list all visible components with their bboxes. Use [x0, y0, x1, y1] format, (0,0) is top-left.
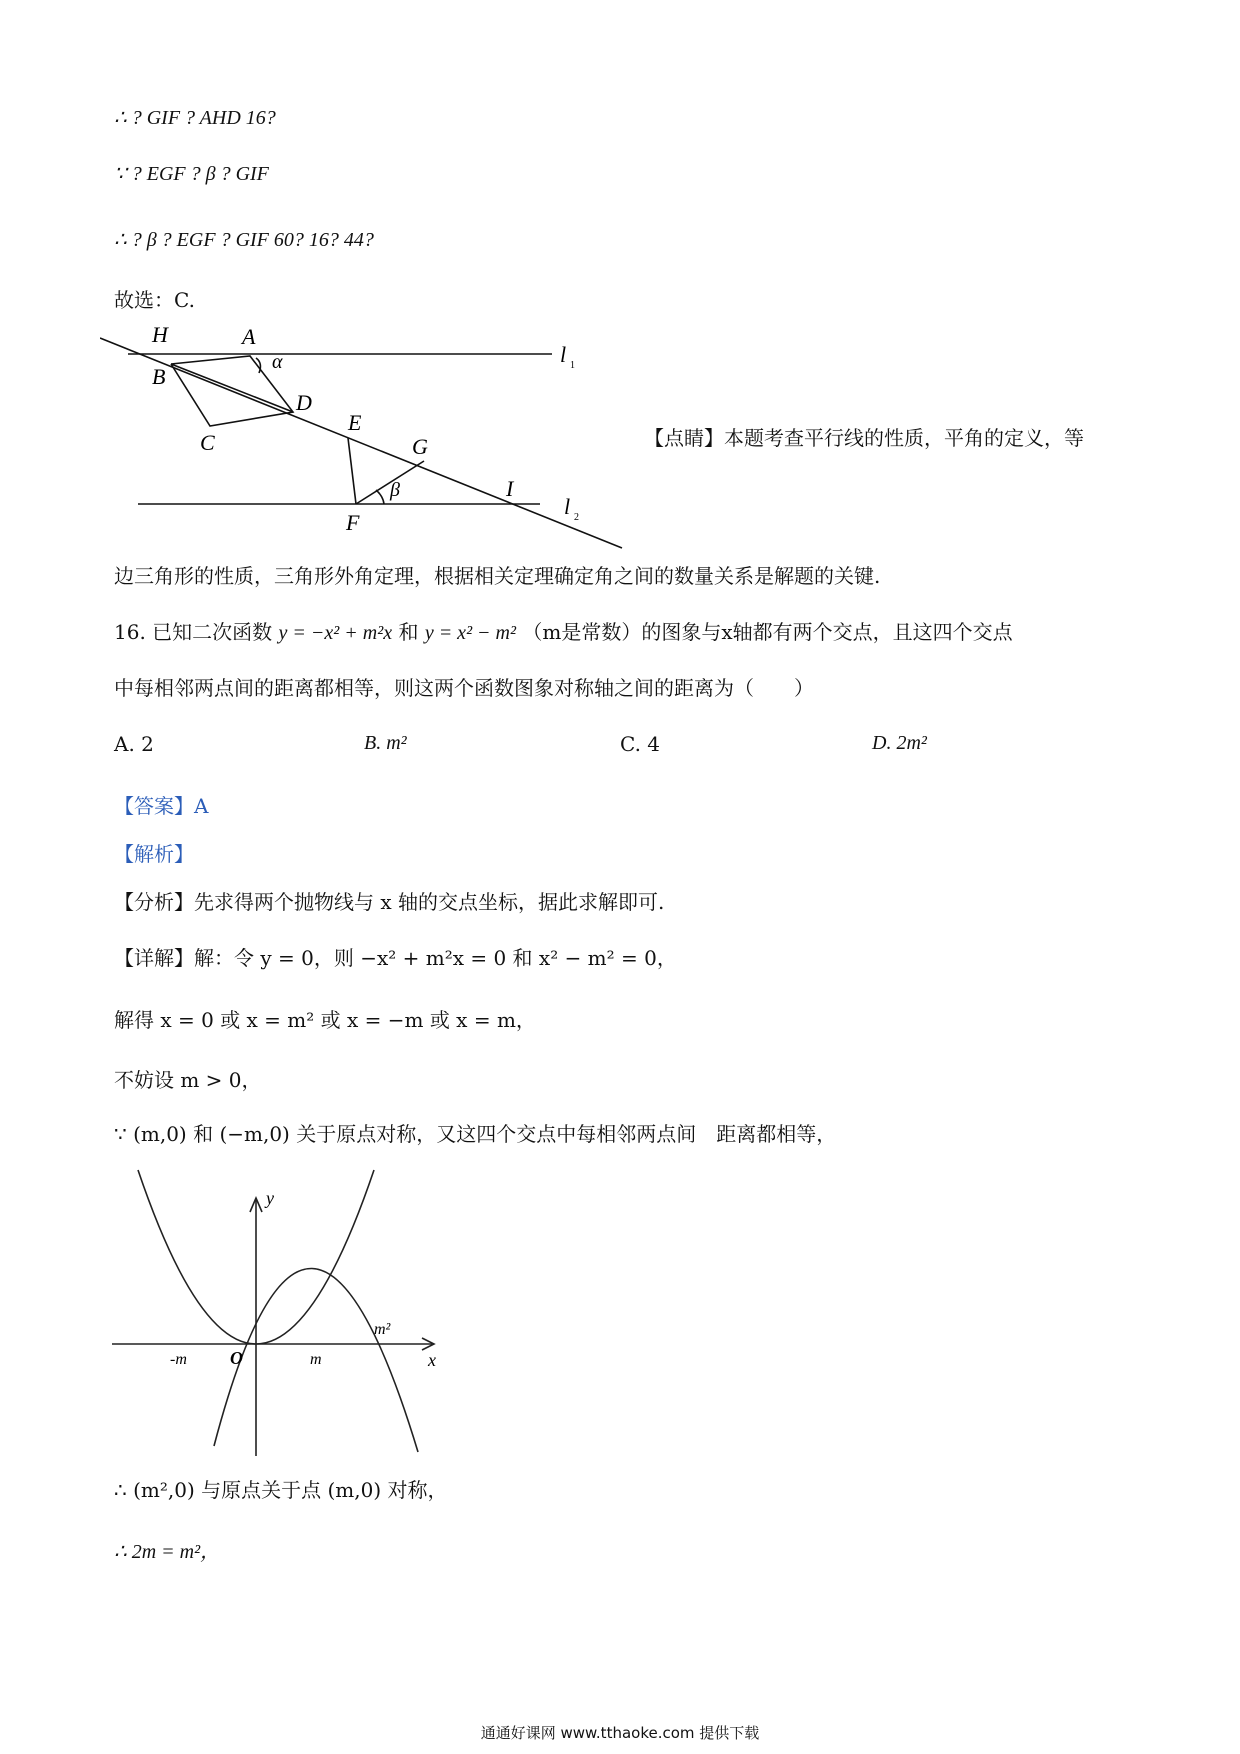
- dianjing-line-1: 【点睛】本题考查平行线的性质，平角的定义，等: [644, 426, 1084, 450]
- symmetry-conclusion: ∴ (m²,0) 与原点关于点 (m,0) 对称，: [114, 1478, 448, 1502]
- label-l1-sub: 1: [570, 360, 575, 371]
- q16-and: 和: [398, 620, 419, 644]
- parabola-graph: [108, 1168, 448, 1458]
- graph-m2-label: m²: [374, 1321, 391, 1338]
- symmetry-reason: ∵ (m,0) 和 (−m,0) 关于原点对称，又这四个交点中每相邻两点间 距离都相等，: [114, 1122, 837, 1146]
- assume-m-positive: 不妨设 m > 0，: [114, 1068, 262, 1092]
- graph-x-label: x: [428, 1350, 436, 1370]
- answer-tag: 【答案】A: [114, 794, 209, 818]
- proof-line-3: ∴ ? β ? EGF ? GIF 60? 16? 44?: [114, 229, 374, 251]
- label-l2: l: [564, 494, 571, 519]
- label-G: G: [412, 434, 428, 459]
- label-A: A: [242, 324, 256, 349]
- label-B: B: [152, 364, 166, 389]
- label-I: I: [506, 476, 514, 501]
- label-l1: l: [560, 342, 567, 367]
- graph-m-label: m: [310, 1351, 322, 1368]
- geometry-figure: [100, 318, 640, 554]
- q16-stem-line-1: [114, 618, 1013, 647]
- label-alpha: α: [272, 351, 283, 373]
- graph-neg-m-label: -m: [170, 1351, 187, 1368]
- q16-stem-prefix: 16. 已知二次函数: [114, 620, 273, 644]
- detailed-solution: 【详解】解：令 y = 0，则 −x² + m²x = 0 和 x² − m² = 0，: [114, 946, 677, 970]
- q16-stem-line-2: 中每相邻两点间的距离都相等，则这两个函数图象对称轴之间的距离为（ ）: [114, 676, 814, 700]
- q16-equation-2: y = x² − m²: [424, 622, 516, 644]
- q16-equation-1: y = −x² + m²x: [278, 622, 393, 644]
- final-equation: ∴ 2m = m²，: [114, 1541, 221, 1563]
- proof-line-2: ∵ ? EGF ? β ? GIF: [114, 163, 269, 185]
- label-E: E: [348, 410, 362, 435]
- option-a: A. 2: [114, 732, 154, 756]
- graph-y-label: y: [266, 1188, 274, 1208]
- option-d: D. 2m²: [872, 732, 927, 754]
- q16-stem-suffix: （m是常数）的图象与x轴都有两个交点，且这四个交点: [522, 620, 1013, 644]
- page-footer: 通通好课网 www.tthaoke.com 提供下载: [480, 1724, 760, 1742]
- proof-line-1: ∴ ? GIF ? AHD 16?: [114, 107, 276, 129]
- label-l2-sub: 2: [574, 512, 579, 523]
- option-c: C. 4: [620, 732, 661, 756]
- label-C: C: [200, 430, 215, 455]
- dianjing-line-2: 边三角形的性质，三角形外角定理，根据相关定理确定角之间的数量关系是解题的关键.: [114, 564, 881, 588]
- graph-origin-label: O: [230, 1348, 243, 1368]
- analysis-summary: 【分析】先求得两个抛物线与 x 轴的交点坐标，据此求解即可.: [114, 890, 665, 914]
- label-F: F: [346, 510, 360, 535]
- option-b: B. m²: [364, 732, 407, 754]
- label-H: H: [152, 322, 168, 347]
- label-beta: β: [390, 479, 400, 501]
- label-D: D: [296, 390, 312, 415]
- solution-roots: 解得 x = 0 或 x = m² 或 x = −m 或 x = m，: [114, 1008, 536, 1032]
- analysis-tag: 【解析】: [114, 842, 194, 866]
- answer-prev: 故选：C.: [114, 288, 195, 312]
